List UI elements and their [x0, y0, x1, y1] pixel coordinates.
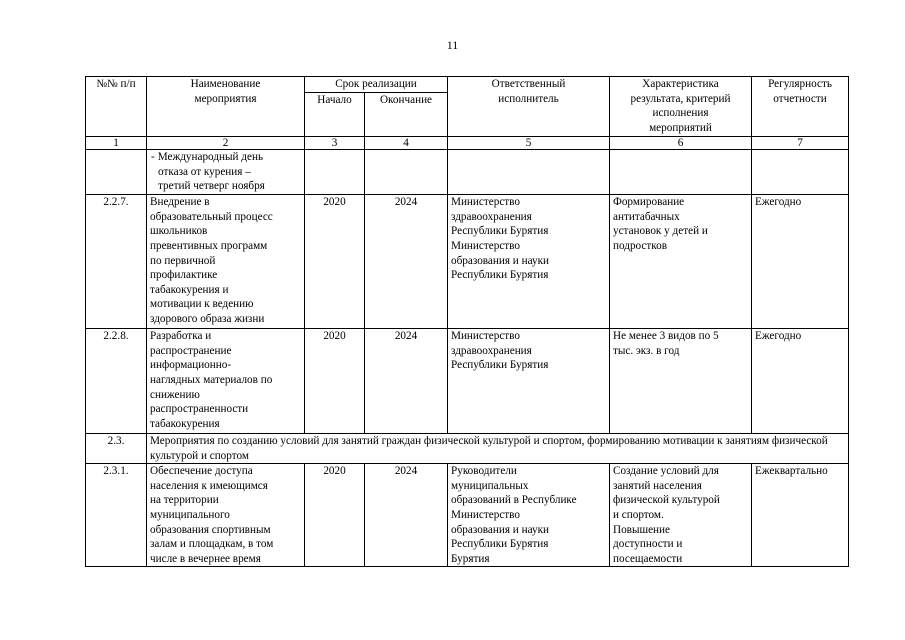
column-number: 3 — [305, 136, 365, 150]
cell-line: доступности и — [613, 538, 683, 551]
cell-line: информационно- — [150, 359, 232, 372]
row-start: 2020 — [305, 195, 365, 329]
row-result — [610, 195, 752, 329]
cell-line: Создание условий для — [613, 465, 719, 478]
cell-line: табакокурения и — [150, 283, 229, 296]
continuation-line: третий четверг ноября — [158, 180, 265, 193]
cell-line: Министерство — [451, 239, 520, 252]
row-end: 2024 — [365, 464, 448, 567]
header-regularity — [752, 77, 849, 137]
cell-line: Министерство — [451, 196, 520, 209]
column-number: 7 — [752, 136, 849, 150]
row-event-name — [147, 150, 305, 195]
cell-line: Обеспечение доступа — [150, 465, 253, 478]
row-start: 2020 — [305, 464, 365, 567]
cell-line: залам и площадкам, в том — [150, 538, 274, 551]
cell-line: физической культурой — [613, 494, 720, 507]
cell-line: Повышение — [613, 523, 670, 536]
cell-line: Республики Бурятия — [451, 538, 549, 551]
row-end: 2024 — [365, 195, 448, 329]
column-numbers-row — [86, 136, 849, 150]
row-event-name — [147, 464, 305, 567]
cell-line: наглядных материалов по — [150, 373, 273, 386]
continuation-line: Международный день — [157, 151, 264, 164]
section-title: Мероприятия по созданию условий для занятий граждан физической культурой и спортом, формированию мотивации к занятиям физической культурой и спортом — [147, 434, 849, 464]
header-start: Начало — [305, 92, 365, 136]
header-period: Срок реализации — [305, 77, 448, 93]
cell-line: по первичной — [150, 254, 216, 267]
table-row — [86, 195, 849, 329]
cell-line: антитабачных — [613, 210, 680, 223]
row-result — [610, 150, 752, 195]
cell-line: образований в Республике — [451, 494, 577, 507]
row-start — [305, 150, 365, 195]
cell-line: занятий населения — [613, 479, 702, 492]
row-end — [365, 150, 448, 195]
section-row — [86, 434, 849, 464]
cell-line: образования спортивным — [150, 523, 271, 536]
list-dash: - — [151, 151, 155, 164]
cell-line: на территории — [150, 494, 219, 507]
cell-line: Не менее 3 видов по 5 — [613, 330, 719, 343]
cell-line: населения к имеющимся — [150, 479, 268, 492]
row-regularity: Ежеквартально — [752, 464, 849, 567]
cell-line: табакокурения — [150, 417, 220, 430]
cell-line: Ответственный — [491, 78, 566, 90]
header-event-name — [147, 77, 305, 137]
row-number: 2.2.7. — [86, 195, 147, 329]
cell-line: Регулярность — [768, 78, 832, 90]
cell-line: отчетности — [773, 92, 827, 105]
cell-line: муниципальных — [451, 479, 529, 492]
row-executor — [448, 329, 610, 434]
cell-line: мероприятия — [194, 92, 257, 105]
cell-line: мероприятий — [649, 121, 712, 134]
row-end: 2024 — [365, 329, 448, 434]
cell-line: Наименование — [190, 78, 261, 90]
cell-line: и спортом. — [613, 508, 664, 521]
cell-line: мотивации к ведению — [150, 298, 254, 311]
cell-line: Руководители — [451, 465, 517, 478]
cell-line: здравоохранения — [451, 210, 532, 223]
row-start: 2020 — [305, 329, 365, 434]
row-executor — [448, 150, 610, 195]
cell-line: Министерство — [451, 508, 520, 521]
cell-line: Республики Бурятия — [451, 359, 549, 372]
column-number: 1 — [86, 136, 147, 150]
cell-line: образовательный процесс — [150, 210, 273, 223]
cell-line: муниципального — [150, 508, 230, 521]
cell-line: образования и науки — [451, 254, 549, 267]
row-regularity — [752, 150, 849, 195]
cell-line: Министерство — [451, 330, 520, 343]
row-executor — [448, 464, 610, 567]
row-event-name — [147, 195, 305, 329]
header-result — [610, 77, 752, 137]
cell-line: Внедрение в — [150, 196, 210, 209]
column-number: 6 — [610, 136, 752, 150]
events-plan-table — [85, 76, 849, 567]
cell-line: тыс. экз. в год — [613, 344, 680, 357]
row-regularity: Ежегодно — [752, 329, 849, 434]
column-number: 2 — [147, 136, 305, 150]
cell-line: здорового образа жизни — [150, 312, 265, 325]
table-header-row — [86, 77, 849, 93]
cell-line: результата, критерий — [630, 92, 731, 105]
column-number: 4 — [365, 136, 448, 150]
row-number: 2.2.8. — [86, 329, 147, 434]
cell-line: Разработка и — [150, 330, 212, 343]
cell-line: исполнения — [652, 107, 709, 120]
header-number: №№ п/п — [86, 77, 147, 137]
cell-line: подростков — [613, 239, 668, 252]
row-executor — [448, 195, 610, 329]
section-number: 2.3. — [86, 434, 147, 464]
column-number: 5 — [448, 136, 610, 150]
cell-line: посещаемости — [613, 552, 683, 565]
table-row — [86, 464, 849, 567]
cell-line: распространенности — [150, 403, 249, 416]
cell-line: Республики Бурятия — [451, 269, 549, 282]
cell-line: профилактике — [150, 269, 218, 282]
row-result — [610, 329, 752, 434]
cell-line: Формирование — [613, 196, 685, 209]
cell-line: превентивных программ — [150, 239, 268, 252]
cell-line: распространение — [150, 344, 232, 357]
header-executor — [448, 77, 610, 137]
cell-line: Бурятия — [451, 552, 490, 565]
cell-line: образования и науки — [451, 523, 549, 536]
row-number: 2.3.1. — [86, 464, 147, 567]
table-row — [86, 329, 849, 434]
row-number — [86, 150, 147, 195]
cell-line: Республики Бурятия — [451, 225, 549, 238]
table-row — [86, 150, 849, 195]
cell-line: здравоохранения — [451, 344, 532, 357]
cell-line: числе в вечернее время — [150, 552, 261, 565]
page-number: 11 — [446, 38, 459, 52]
continuation-line: отказа от курения – — [158, 165, 251, 178]
cell-line: школьников — [150, 225, 208, 238]
cell-line: Характеристика — [642, 78, 719, 90]
row-result — [610, 464, 752, 567]
row-event-name — [147, 329, 305, 434]
row-regularity: Ежегодно — [752, 195, 849, 329]
cell-line: установок у детей и — [613, 225, 708, 238]
header-end: Окончание — [365, 92, 448, 136]
cell-line: исполнитель — [498, 92, 559, 105]
cell-line: снижению — [150, 388, 200, 401]
